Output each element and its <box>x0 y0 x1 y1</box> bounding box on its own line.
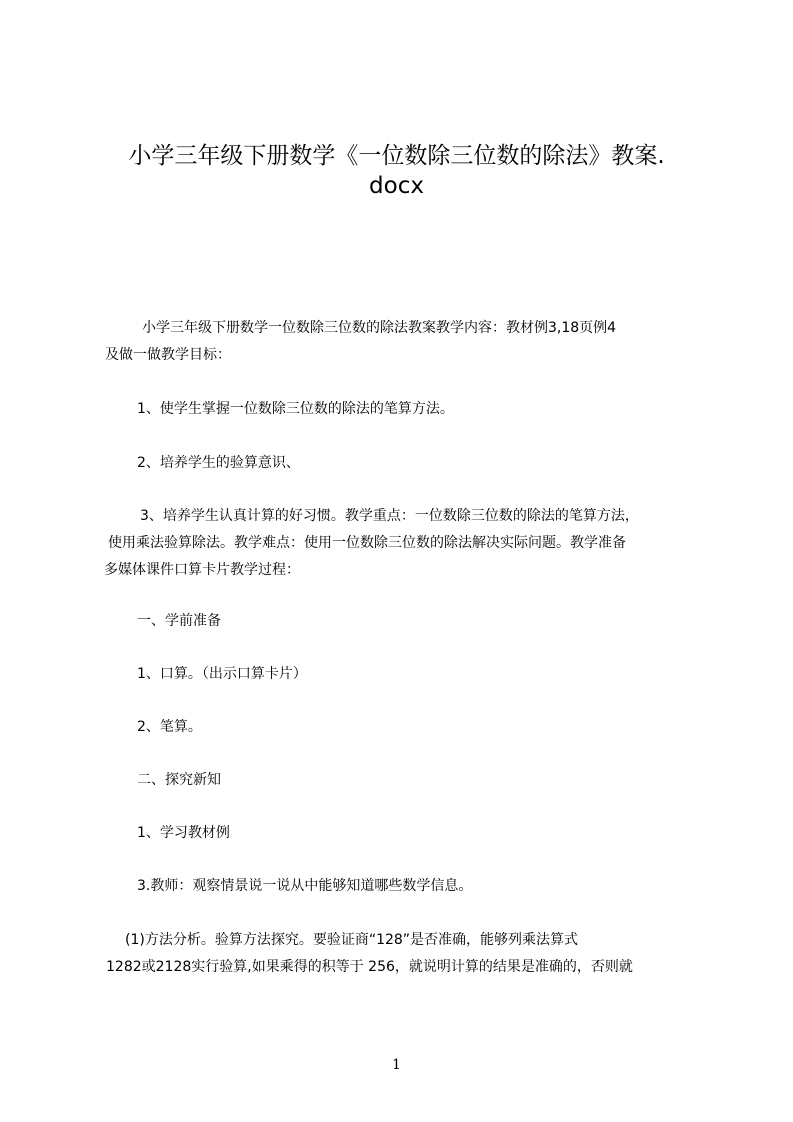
paragraph-line: 1、学习教材例 <box>137 825 230 841</box>
document-title-line-2: docx <box>369 173 424 199</box>
paragraph-line: 2、培养学生的验算意识、 <box>137 455 300 471</box>
paragraph-line: 1、口算。（出示口算卡片） <box>137 666 307 682</box>
paragraph-line: 多媒体课件口算卡片教学过程： <box>104 562 300 578</box>
paragraph-line: (1)方法分析。验算方法探究。要验证商“128”是否准确，能够列乘法算式 <box>125 932 579 948</box>
paragraph-line: 2、笔算。 <box>137 719 202 735</box>
section-heading: 一、学前准备 <box>137 613 221 629</box>
paragraph-line: 3.教师：观察情景说一说从中能够知道哪些数学信息。 <box>137 878 473 894</box>
paragraph-line: 及做一做教学目标： <box>105 347 231 363</box>
section-heading: 二、探究新知 <box>137 772 221 788</box>
document-title-line-1: 小学三年级下册数学《一位数除三位数的除法》教案. <box>128 143 665 169</box>
paragraph-line: 1282或2128实行验算,如果乘得的积等于 256，就说明计算的结果是准确的，否则就 <box>106 959 633 975</box>
page-number: 1 <box>392 1057 401 1073</box>
paragraph-line: 3、培养学生认真计算的好习惯。教学重点：一位数除三位数的除法的笔算方法， <box>140 508 639 524</box>
paragraph-line: 使用乘法验算除法。教学难点：使用一位数除三位数的除法解决实际问题。教学准备 <box>108 535 626 551</box>
paragraph-line: 1、使学生掌握一位数除三位数的除法的笔算方法。 <box>137 401 454 417</box>
paragraph-line: 小学三年级下册数学一位数除三位数的除法教案教学内容：教材例3,18页例4 <box>142 320 617 336</box>
